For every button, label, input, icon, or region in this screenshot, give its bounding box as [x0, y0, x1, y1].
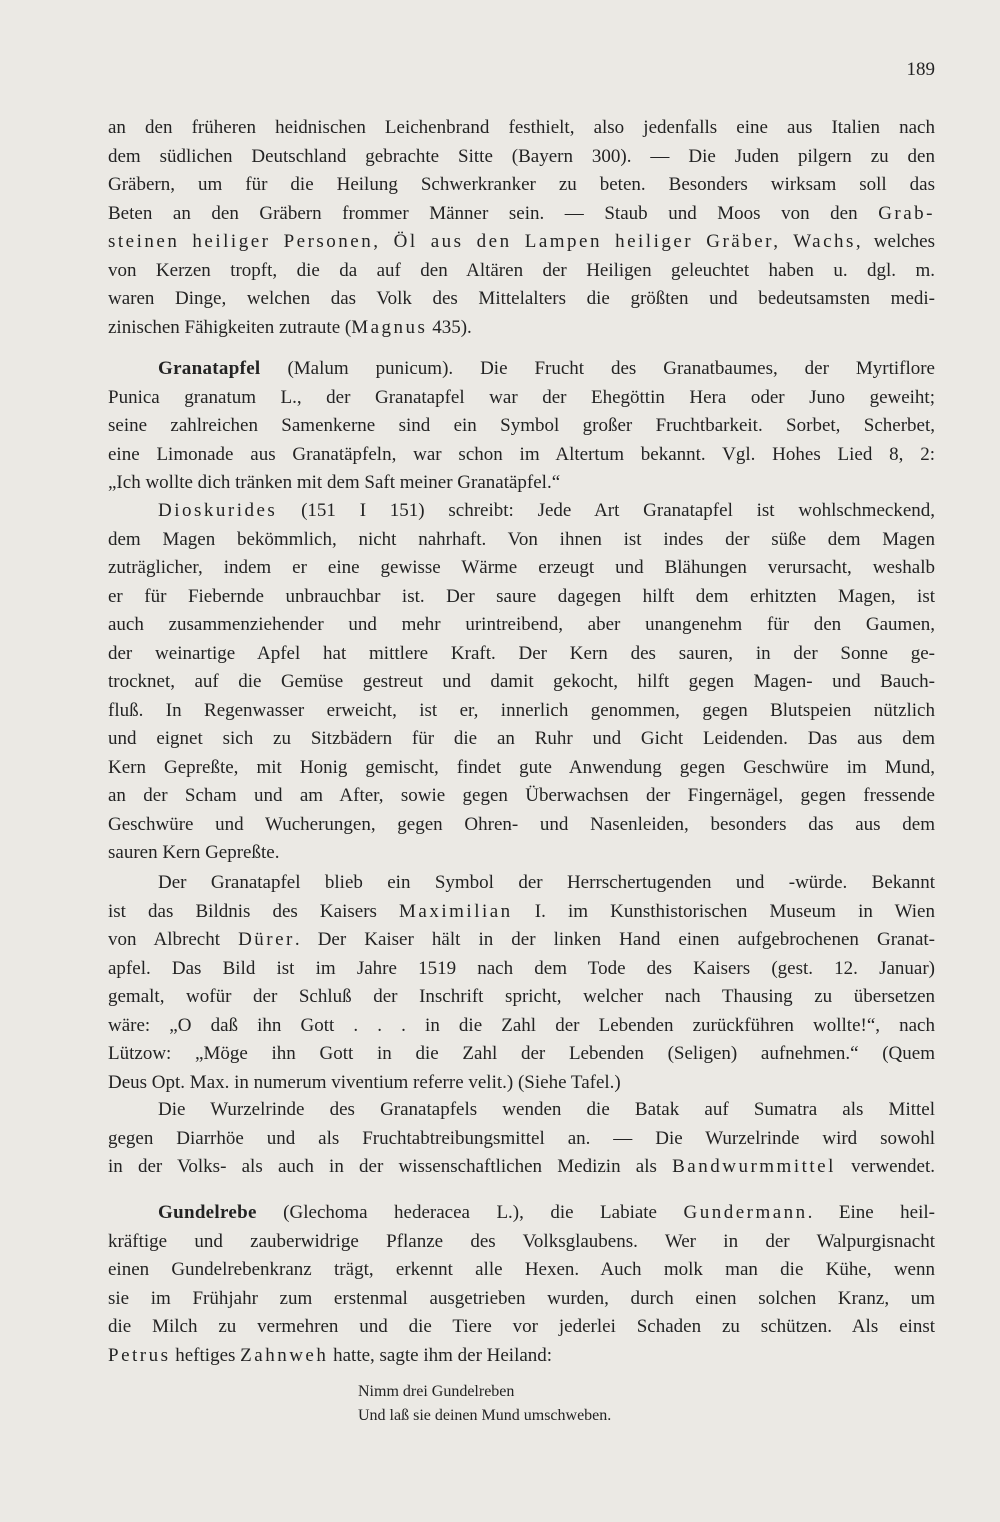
- text-line: [108, 355, 935, 384]
- verse-block: [358, 1380, 611, 1428]
- line-text: verwendet.: [835, 1156, 935, 1177]
- verse-line: Nimm drei Gundelreben: [358, 1383, 515, 1400]
- text-line: sie im Frühjahr zum erstenmal ausgetrieben wurden, durch einen solchen Kranz, um: [108, 1287, 935, 1309]
- headword: Gundelrebe: [158, 1202, 257, 1223]
- emphasis-spaced: Bandwurmmittel: [672, 1156, 836, 1177]
- line-text: heftiges: [170, 1344, 241, 1366]
- text-line: Geschwüre und Wucherungen, gegen Ohren- und Nasenleiden, besonders das aus dem: [108, 813, 935, 835]
- text-line: Die Wurzelrinde des Granatapfels wenden die Batak auf Sumatra als Mittel: [158, 1099, 935, 1120]
- text-line: Kern Gepreßte, mit Honig gemischt, findet gute Anwendung gegen Geschwüre im Mund,: [108, 756, 935, 778]
- line-text: hatte, sagte ihm der Heiland:: [328, 1344, 553, 1366]
- headword: Granatapfel: [158, 358, 261, 379]
- verse-line: Und laß sie deinen Mund umschweben.: [358, 1407, 612, 1424]
- text-line: der weinartige Apfel hat mittlere Kraft. Der Kern des sauren, in der Sonne ge-: [108, 642, 935, 664]
- paragraph-wurzelrinde: [108, 1096, 935, 1182]
- text-line: [108, 200, 935, 229]
- line-text: (Glechoma hederacea L.), die Labiate: [256, 1202, 684, 1223]
- text-line: [108, 228, 935, 257]
- text-line: Deus Opt. Max. in numerum viventium referre velit.) (Siehe Tafel.): [108, 1071, 621, 1093]
- line-text: zinischen Fähigkeiten zutraute (: [108, 316, 352, 338]
- line-text: ist das Bildnis des Kaisers: [108, 900, 400, 922]
- emphasis-spaced: steinen heiliger Personen, Öl aus den Lampen heiliger Gräber, Wachs,: [108, 231, 864, 252]
- text-line: sauren Kern Gepreßte.: [108, 842, 280, 863]
- line-text: . Eine heil-: [807, 1202, 935, 1223]
- text-line: [108, 497, 935, 526]
- text-line: die Milch zu vermehren und die Tiere vor jederlei Schaden zu schützen. Als einst: [108, 1316, 935, 1337]
- line-text: welches: [863, 231, 935, 252]
- text-line: [108, 926, 935, 955]
- text-line: Der Granatapfel blieb ein Symbol der Herrschertugenden und -würde. Bekannt: [158, 872, 935, 893]
- line-text: I. im Kunsthistorischen Museum in Wien: [512, 900, 935, 922]
- entry-gundelrebe: [108, 1199, 935, 1370]
- text-line: „Ich wollte dich tränken mit dem Saft meiner Granatäpfel.“: [108, 472, 561, 493]
- text-line: [108, 1342, 935, 1371]
- text-line: einen Gundelrebenkranz trägt, erkennt alle Hexen. Auch molk man die Kühe, wenn: [108, 1259, 935, 1280]
- line-text: (151 I 151) schreibt: Jede Art Granatapfel ist wohlschmeckend,: [277, 500, 935, 521]
- text-line: apfel. Das Bild ist im Jahre 1519 nach dem Tode des Kaisers (gest. 12. Januar): [108, 957, 935, 979]
- text-line: kräftige und zauberwidrige Pflanze des Volksglaubens. Wer in der Walpurgisnacht: [108, 1230, 935, 1252]
- text-line: waren Dinge, welchen das Volk des Mittelalters die größten und bedeutsamsten medi-: [108, 288, 935, 309]
- emphasis-spaced: Dürer: [238, 929, 295, 950]
- text-line: an den früheren heidnischen Leichenbrand festhielt, also jedenfalls eine aus Italien nach: [108, 117, 935, 138]
- text-line: gemalt, wofür der Schluß der Inschrift spricht, welcher nach Thausing zu übersetzen: [108, 986, 935, 1007]
- paragraph-herrschersymbol: [108, 869, 935, 1097]
- text-line: fluß. In Regenwasser erweicht, ist er, innerlich genommen, gegen Blutspeien nützlich: [108, 699, 935, 721]
- text-line: und eignet sich zu Sitzbädern für die an Ruhr und Gicht Leidenden. Das aus dem: [108, 728, 935, 749]
- text-line: er für Fiebernde unbrauchbar ist. Der saure dagegen hilft dem erhitzten Magen, ist: [108, 585, 935, 607]
- text-line: zuträglicher, indem er eine gewisse Wärme erzeugt und Blähungen verursacht, weshalb: [108, 557, 935, 578]
- line-text: 435).: [427, 316, 472, 338]
- emphasis-spaced: Zahnweh: [240, 1344, 329, 1366]
- text-line: [108, 898, 935, 927]
- line-text: Beten an den Gräbern frommer Männer sein. — Staub und Moos von den: [108, 202, 879, 224]
- line-text: (Malum punicum). Die Frucht des Granatbaumes, der Myrtiflore: [260, 358, 935, 379]
- text-line: eine Limonade aus Granatäpfeln, war schon im Altertum bekannt. Vgl. Hohes Lied 8, 2:: [108, 443, 935, 465]
- paragraph-dioskurides: [108, 497, 935, 868]
- text-line: gegen Diarrhöe und als Fruchtabtreibungsmittel an. — Die Wurzelrinde wird sowohl: [108, 1127, 935, 1149]
- line-text: in der Volks- als auch in der wissenschaftlichen Medizin als: [108, 1156, 673, 1177]
- emphasis-spaced: Grab-: [878, 202, 935, 224]
- emphasis-spaced: Petrus: [108, 1344, 171, 1366]
- line-text: . Der Kaiser hält in der linken Hand einen aufgebrochenen Granat-: [294, 929, 935, 950]
- text-line: [108, 1199, 935, 1228]
- text-line: dem südlichen Deutschland gebrachte Sitte (Bayern 300). — Die Juden pilgern zu den: [108, 145, 935, 167]
- emphasis-spaced: Magnus: [351, 316, 428, 338]
- text-line: seine zahlreichen Samenkerne sind ein Symbol großer Fruchtbarkeit. Sorbet, Scherbet,: [108, 415, 935, 436]
- text-line: Punica granatum L., der Granatapfel war der Ehegöttin Hera oder Juno geweiht;: [108, 386, 935, 408]
- text-line: Gräbern, um für die Heilung Schwerkranker zu beten. Besonders wirksam soll das: [108, 174, 935, 195]
- page-number: 189: [906, 59, 935, 80]
- text-line: auch zusammenziehender und mehr urintreibend, aber unangenehm für den Gaumen,: [108, 614, 935, 635]
- text-line: trocknet, auf die Gemüse gestreut und damit gekocht, hilft gegen Magen- und Bauch-: [108, 671, 935, 692]
- paragraph-burial-customs: [108, 114, 935, 342]
- text-line: [108, 314, 935, 343]
- text-line: dem Magen bekömmlich, nicht nahrhaft. Von ihnen ist indes der süße dem Magen: [108, 528, 935, 550]
- entry-granatapfel: [108, 355, 935, 498]
- text-line: [108, 1153, 935, 1182]
- line-text: von Albrecht: [108, 929, 239, 950]
- emphasis-spaced: Maximilian: [399, 900, 513, 922]
- text-line: von Kerzen tropft, die da auf den Altären der Heiligen geleuchtet haben u. dgl. m.: [108, 259, 935, 281]
- text-line: wäre: „O daß ihn Gott . . . in die Zahl der Lebenden zurückführen wollte!“, nach: [108, 1014, 935, 1036]
- text-line: Lützow: „Möge ihn Gott in die Zahl der Lebenden (Seligen) aufnehmen.“ (Quem: [108, 1043, 935, 1064]
- emphasis-spaced: Dioskurides: [158, 500, 278, 521]
- emphasis-spaced: Gundermann: [683, 1202, 808, 1223]
- text-line: an der Scham und am After, sowie gegen Überwachsen der Fingernägel, gegen fressende: [108, 785, 935, 806]
